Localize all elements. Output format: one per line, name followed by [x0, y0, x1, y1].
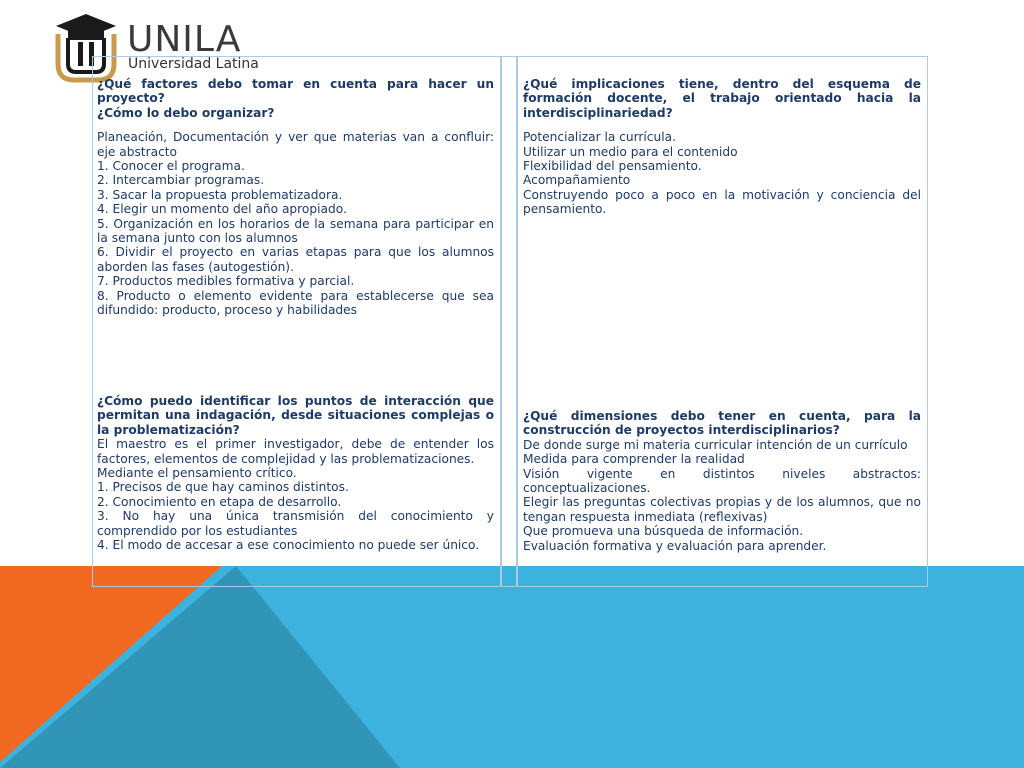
cell-bottom-left	[97, 394, 494, 552]
question-implications: ¿Qué implicaciones tiene, dentro del esquema de formación docente, el trabajo orientado hacia la interdisciplinariedad?	[523, 77, 921, 120]
question-organize: ¿Cómo lo debo organizar?	[97, 105, 275, 120]
background-triangles	[0, 566, 1024, 768]
logo-name: UNILA	[127, 19, 242, 60]
list-item: Acompañamiento	[523, 173, 631, 188]
list-item: Flexibilidad del pensamiento.	[523, 159, 702, 174]
list-item: 8. Producto o elemento evidente para establecerse que sea difundido: producto, proceso y habilidades	[97, 288, 494, 318]
list-item: De donde surge mi materia curricular intención de un currículo	[523, 437, 908, 452]
list-item: 3. Sacar la propuesta problematizadora.	[97, 187, 343, 202]
list-item: Elegir las preguntas colectivas propias y de los alumnos, que no tengan respuesta inmediata (reflexivas)	[523, 495, 921, 524]
list-item: 1. Precisos de que hay caminos distintos.	[97, 480, 349, 495]
list-item: 2. Conocimiento en etapa de desarrollo.	[97, 494, 342, 509]
cell-bottom-right	[523, 409, 921, 553]
cell-top-right	[523, 77, 921, 217]
list-item: Mediante el pensamiento crítico.	[97, 466, 297, 481]
list-item: 3. No hay una única transmisión del conocimiento y comprendido por los estudiantes	[97, 509, 494, 538]
list-item: Construyendo poco a poco en la motivación y conciencia del pensamiento.	[523, 187, 921, 217]
list-item: Medida para comprender la realidad	[523, 452, 745, 467]
list-item: Visión vigente en distintos niveles abstractos: conceptualizaciones.	[523, 466, 921, 496]
cell-top-left	[97, 77, 494, 318]
question-dimensions: ¿Qué dimensiones debo tener en cuenta, para la construcción de proyectos interdisciplinarios?	[523, 409, 921, 438]
list-item: Utilizar un medio para el contenido	[523, 144, 738, 159]
list-item: El maestro es el primer investigador, debe de entender los factores, elementos de complejidad y las problematizaciones.	[97, 437, 494, 466]
list-item: Potencializar la currícula.	[523, 130, 676, 145]
question-interaction-points: ¿Cómo puedo identificar los puntos de interacción que permitan una indagación, desde situaciones complejas o la problematización?	[97, 394, 494, 437]
list-item: 2. Intercambiar programas.	[97, 173, 265, 188]
logo-subtitle: Universidad Latina	[128, 56, 259, 72]
question-factors: ¿Qué factores debo tomar en cuenta para hacer un proyecto?	[97, 77, 494, 106]
list-item: Que promueva una búsqueda de información.	[523, 524, 804, 539]
list-item: 1. Conocer el programa.	[97, 159, 245, 174]
list-item: 6. Dividir el proyecto en varias etapas para que los alumnos aborden las fases (autogestión).	[97, 245, 494, 274]
list-item: 5. Organización en los horarios de la semana para participar en la semana junto con los alumnos	[97, 216, 494, 246]
planning-intro: Planeación, Documentación y ver que materias van a confluir: eje abstracto	[97, 130, 494, 159]
list-item: 4. El modo de accesar a ese conocimiento no puede ser único.	[97, 538, 480, 553]
list-item: 4. Elegir un momento del año apropiado.	[97, 202, 347, 217]
list-item: 7. Productos medibles formativa y parcial.	[97, 274, 355, 289]
list-item: Evaluación formativa y evaluación para aprender.	[523, 538, 827, 553]
